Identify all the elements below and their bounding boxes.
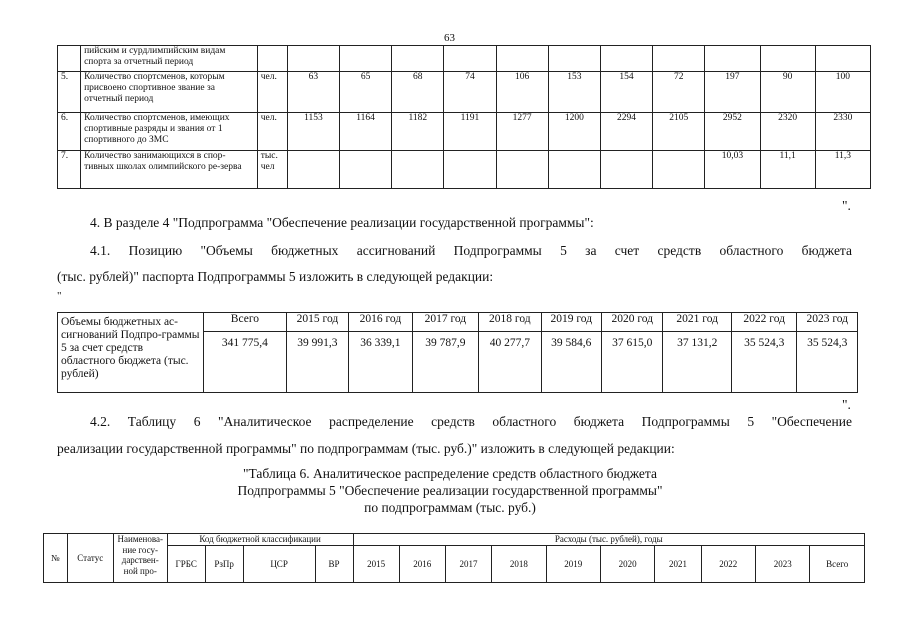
row-text: Количество спортсменов, имеющих спортивные разряды и звания от 1 спортивного до ЗМС [81, 113, 258, 151]
closing-quote: ". [842, 198, 851, 213]
cell-value [444, 151, 496, 189]
cell-value: 1191 [444, 113, 496, 151]
budget-table [57, 312, 858, 393]
cell-value: 341 775,4 [204, 332, 287, 393]
page-number: 63 [444, 32, 455, 44]
cell-value: 1153 [287, 113, 339, 151]
table-title-line: по подпрограммам (тыс. руб.) [364, 500, 536, 515]
column-header: 2017 [445, 546, 491, 583]
row-unit: тыс. чел [257, 151, 287, 189]
column-header: Всего [204, 313, 287, 332]
cell-value: 37 131,2 [663, 332, 732, 393]
cell-value: 63 [287, 72, 339, 113]
cell-value: 2105 [653, 113, 705, 151]
cell-value: 39 584,6 [541, 332, 601, 393]
cell-value [600, 151, 652, 189]
row-text: Количество спортсменов, которым присвоено спортивное звание за отчетный период [81, 72, 258, 113]
cell-value: 35 524,3 [731, 332, 796, 393]
row-num: 6. [58, 113, 81, 151]
cell-value: 35 524,3 [797, 332, 858, 393]
row-unit: чел. [257, 113, 287, 151]
row-num: 7. [58, 151, 81, 189]
column-header: 2015 [353, 546, 399, 583]
cell-value [496, 151, 548, 189]
table-row [44, 546, 865, 583]
budget-label: Объемы бюджетных ас-сигнований Подпро-граммы 5 за счет средств областного бюджета (тыс. рублей) [58, 313, 204, 393]
column-header: 2021 [655, 546, 701, 583]
column-header: 2022 [701, 546, 755, 583]
table-row [58, 313, 858, 332]
column-header: Расходы (тыс. рублей), годы [353, 534, 865, 546]
table-row [44, 534, 865, 546]
paragraph-text: 4.1. Позицию "Объемы бюджетных ассигнований Подпрограммы 5 за счет средств областного бюджета [90, 243, 852, 258]
table-title-line: Подпрограммы 5 "Обеспечение реализации государственной программы" [237, 483, 663, 498]
table-title-line: "Таблица 6. Аналитическое распределение средств областного бюджета [243, 466, 657, 481]
row-unit: чел. [257, 72, 287, 113]
column-header: 2016 [399, 546, 445, 583]
cell-value [548, 151, 600, 189]
column-header: 2020 год [602, 313, 663, 332]
column-header: ГРБС [167, 546, 205, 583]
cell-value: 36 339,1 [349, 332, 412, 393]
cell-value: 11,1 [760, 151, 815, 189]
column-header: Всего [810, 546, 865, 583]
cell-value: 11,3 [815, 151, 870, 189]
cell-value: 2330 [815, 113, 870, 151]
cell-value: 153 [548, 72, 600, 113]
column-header: Статус [67, 534, 113, 583]
cell-value: 1182 [392, 113, 444, 151]
cell-value: 72 [653, 72, 705, 113]
cell-value: 1164 [340, 113, 392, 151]
paragraph-4-1-line-2: (тыс. рублей)" паспорта Подпрограммы 5 изложить в следующей редакции: [57, 269, 494, 284]
indicators-table [57, 45, 871, 189]
cell-value: 65 [340, 72, 392, 113]
column-header: 2023 год [797, 313, 858, 332]
opening-quote: " [57, 290, 62, 302]
row-text: Количество занимающихся в спор-тивных школах олимпийского ре-зерва [81, 151, 258, 189]
paragraph-section-4: 4. В разделе 4 "Подпрограмма "Обеспечение реализации государственной программы": [90, 215, 594, 230]
cell-value: 10,03 [705, 151, 760, 189]
paragraph-4-2-line-2: реализации государственной программы" по подпрограммам (тыс. руб.)" изложить в следующей редакции: [57, 441, 675, 456]
column-header: 2020 [600, 546, 654, 583]
cell-value: 90 [760, 72, 815, 113]
table-row [58, 151, 871, 189]
column-header: 2016 год [349, 313, 412, 332]
paragraph-4-1-line-1 [90, 242, 852, 259]
cell-value: 2320 [760, 113, 815, 151]
table-row [58, 113, 871, 151]
column-header: РзПр [205, 546, 243, 583]
cell-value: 1200 [548, 113, 600, 151]
column-header: 2019 [546, 546, 600, 583]
cell-value [653, 151, 705, 189]
column-header: 2018 год [479, 313, 541, 332]
column-header: ЦСР [243, 546, 315, 583]
cell-value: 2294 [600, 113, 652, 151]
column-header: 2022 год [731, 313, 796, 332]
column-header: 2017 год [412, 313, 478, 332]
cell-value: 40 277,7 [479, 332, 541, 393]
column-header: 2021 год [663, 313, 732, 332]
cell-value [392, 151, 444, 189]
cell-value: 68 [392, 72, 444, 113]
cell-value: 154 [600, 72, 652, 113]
table-title [150, 465, 750, 516]
cell-value: 37 615,0 [602, 332, 663, 393]
column-header: 2018 [492, 546, 546, 583]
cell-value [340, 151, 392, 189]
column-header: 2023 [756, 546, 810, 583]
table-row [58, 46, 871, 72]
column-header: ВР [315, 546, 353, 583]
column-header: № [44, 534, 68, 583]
column-header: 2019 год [541, 313, 601, 332]
column-header: Код бюджетной классификации [167, 534, 353, 546]
cell-value: 1277 [496, 113, 548, 151]
cell-value: 106 [496, 72, 548, 113]
cell-value: 39 787,9 [412, 332, 478, 393]
column-header: 2015 год [286, 313, 348, 332]
table-row [58, 72, 871, 113]
closing-quote: ". [842, 397, 851, 412]
paragraph-text: 4.2. Таблицу 6 "Аналитическое распределение средств областного бюджета Подпрограммы 5 "Обеспечение [90, 414, 852, 429]
cell-value [287, 151, 339, 189]
cell-value: 100 [815, 72, 870, 113]
paragraph-4-2-line-1 [90, 413, 852, 430]
cell-value: 74 [444, 72, 496, 113]
cell-value: 197 [705, 72, 760, 113]
column-header: Наименова-ние госу-дарствен-ной про- [113, 534, 167, 583]
row-num: 5. [58, 72, 81, 113]
cell-value: 39 991,3 [286, 332, 348, 393]
row-text: пийским и сурдлимпийским видам спорта за отчетный период [81, 46, 258, 72]
cell-value: 2952 [705, 113, 760, 151]
distribution-table [43, 533, 865, 583]
